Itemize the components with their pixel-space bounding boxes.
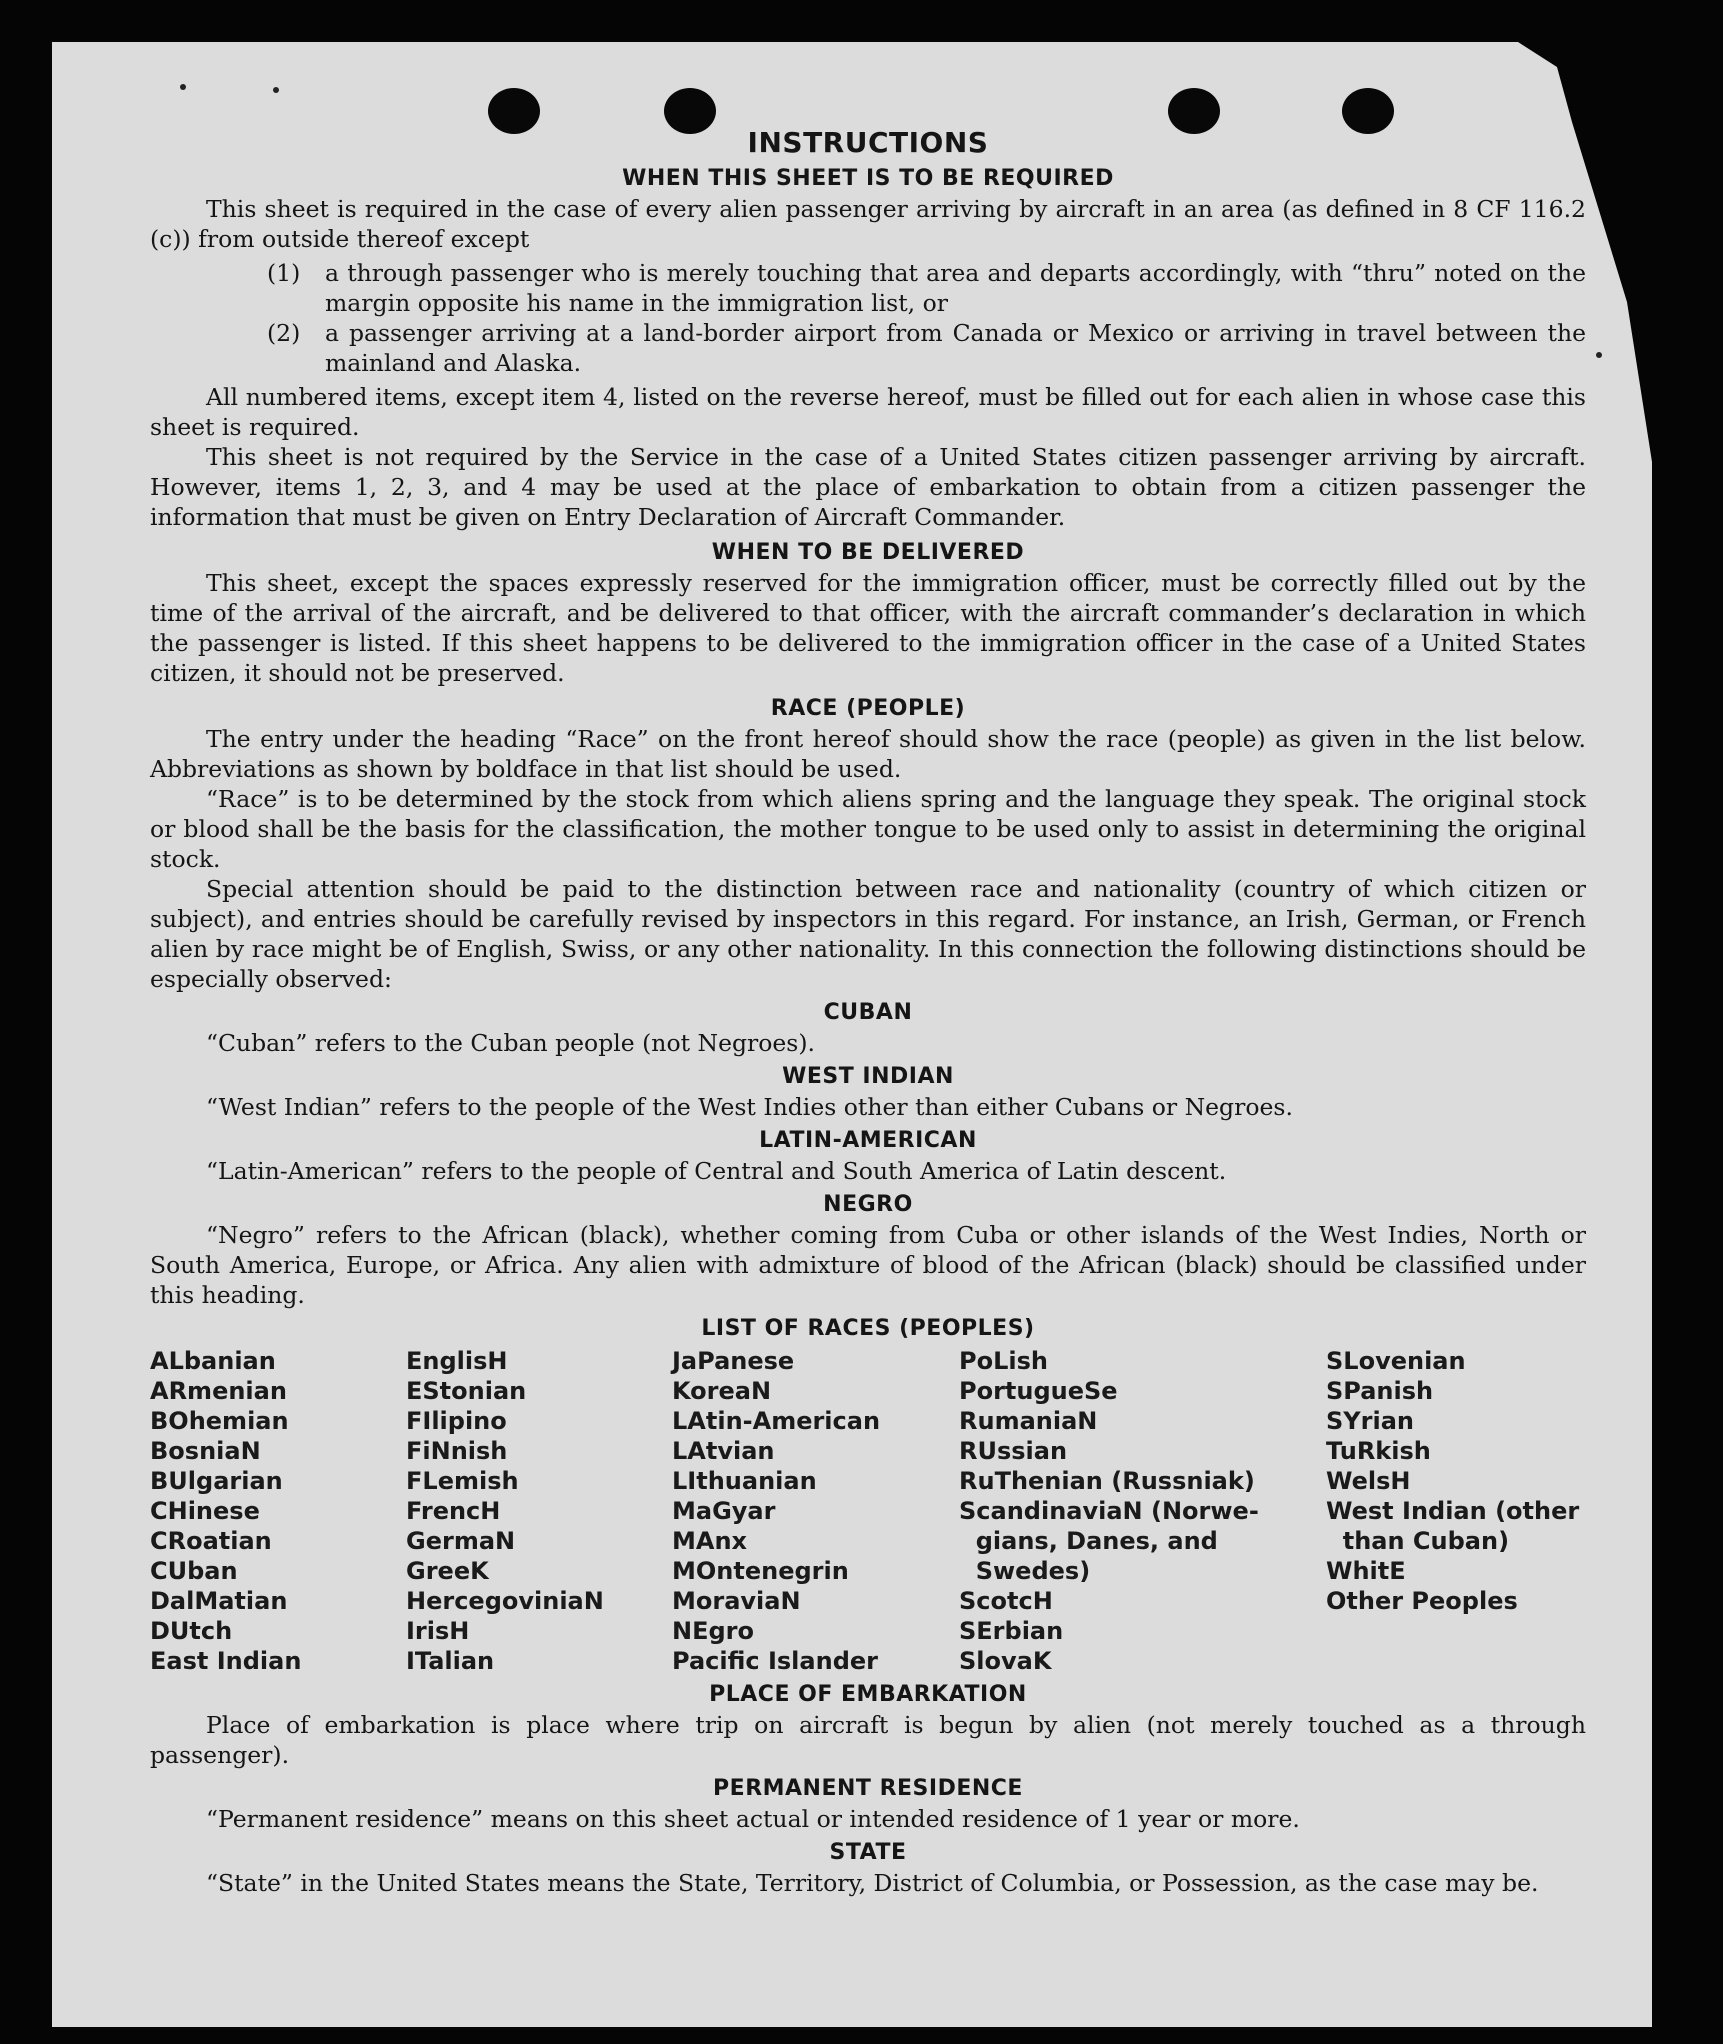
list-item: JaPanese — [672, 1347, 795, 1375]
list-item: WhitE — [1326, 1557, 1406, 1585]
list-item: East Indian — [150, 1647, 302, 1675]
list-item: ITalian — [406, 1647, 495, 1675]
page-title: INSTRUCTIONS — [747, 126, 989, 159]
list-item: LAtvian — [672, 1437, 775, 1465]
paragraph: All numbered items, except item 4, listed on the reverse hereof, must be filled out for each alien in whose case this sheet is required. — [150, 383, 1586, 441]
list-item: WelsH — [1326, 1467, 1411, 1495]
list-item: NEgro — [672, 1617, 754, 1645]
list-item: SlovaK — [959, 1647, 1052, 1675]
list-item: RuThenian (Russniak) — [959, 1467, 1255, 1495]
item-text: a through passenger who is merely touching that area and departs accordingly, with “thru” noted on the margin opposite his name in the immigration list, or — [325, 259, 1586, 317]
item-number: (1) — [267, 259, 301, 287]
list-item: TuRkish — [1326, 1437, 1431, 1465]
list-item: SErbian — [959, 1617, 1064, 1645]
list-item: LIthuanian — [672, 1467, 817, 1495]
list-item: EStonian — [406, 1377, 527, 1405]
paragraph: “Latin-American” refers to the people of Central and South America of Latin descent. — [206, 1157, 1227, 1185]
list-item: DUtch — [150, 1617, 233, 1645]
list-item: FrencH — [406, 1497, 501, 1525]
speck — [273, 87, 279, 93]
heading-cuban: CUBAN — [823, 1000, 913, 1025]
paragraph: This sheet is required in the case of every alien passenger arriving by aircraft in an area (as defined in 8 CF 116.2 (c)) from outside thereof except — [150, 195, 1586, 253]
list-item: SPanish — [1326, 1377, 1434, 1405]
paragraph: “Negro” refers to the African (black), whether coming from Cuba or other islands of the West Indies, North or South America, Europe, or Africa. Any alien with admixture of blood of the African (black) should be classified under this heading. — [150, 1221, 1586, 1309]
paragraph: “State” in the United States means the State, Territory, District of Columbia, or Possession, as the case may be. — [206, 1869, 1539, 1897]
races-column — [1326, 1346, 1586, 1676]
paragraph: This sheet, except the spaces expressly reserved for the immigration officer, must be correctly filled out by the time of the arrival of the aircraft, and be delivered to that officer, with the aircraft commander’s declaration in which the passenger is listed. If this sheet happens to be delivered to the immigration officer in the case of a United States citizen, it should not be preserved. — [150, 569, 1586, 687]
list-item: PortugueSe — [959, 1377, 1118, 1405]
list-item — [267, 258, 1586, 318]
list-item — [267, 318, 1586, 378]
list-item: FIlipino — [406, 1407, 507, 1435]
list-item: GermaN — [406, 1527, 516, 1555]
list-item: IrisH — [406, 1617, 470, 1645]
list-item: PoLish — [959, 1347, 1048, 1375]
list-item: ALbanian — [150, 1347, 276, 1375]
list-item: BOhemian — [150, 1407, 289, 1435]
list-item: EnglisH — [406, 1347, 508, 1375]
races-column — [959, 1346, 1326, 1676]
speck — [1596, 352, 1602, 358]
heading-when-required: WHEN THIS SHEET IS TO BE REQUIRED — [622, 166, 1114, 191]
list-item: MOntenegrin — [672, 1557, 849, 1585]
races-column — [406, 1346, 672, 1676]
list-item: FiNnish — [406, 1437, 508, 1465]
heading-when-delivered: WHEN TO BE DELIVERED — [711, 540, 1025, 565]
heading-state: STATE — [829, 1840, 907, 1865]
paragraph: “Race” is to be determined by the stock from which aliens spring and the language they speak. The original stock or blood shall be the basis for the classification, the mother tongue to be used only to assist in determining the original stock. — [150, 785, 1586, 873]
heading-race: RACE (PEOPLE) — [770, 696, 966, 721]
races-column — [672, 1346, 959, 1676]
speck — [180, 84, 186, 90]
list-item: HercegoviniaN — [406, 1587, 604, 1615]
list-item: GreeK — [406, 1557, 489, 1585]
heading-list-of-races: LIST OF RACES (PEOPLES) — [701, 1316, 1035, 1341]
paragraph: This sheet is not required by the Service in the case of a United States citizen passenger arriving by aircraft. However, items 1, 2, 3, and 4 may be used at the place of embarkation to obtain from a citizen passenger the information that must be given on Entry Declaration of Aircraft Commander. — [150, 443, 1586, 531]
list-item: Swedes) — [959, 1557, 1091, 1585]
paragraph: “Permanent residence” means on this sheet actual or intended residence of 1 year or more. — [206, 1805, 1300, 1833]
heading-permanent-residence: PERMANENT RESIDENCE — [713, 1776, 1023, 1801]
heading-embarkation: PLACE OF EMBARKATION — [709, 1682, 1027, 1707]
paragraph: “Cuban” refers to the Cuban people (not Negroes). — [206, 1029, 816, 1057]
list-item: gians, Danes, and — [959, 1527, 1218, 1555]
list-item: Pacific Islander — [672, 1647, 878, 1675]
list-item: FLemish — [406, 1467, 519, 1495]
list-item: ScandinaviaN (Norwe- — [959, 1497, 1259, 1525]
list-item: Other Peoples — [1326, 1587, 1518, 1615]
list-item: ScotcH — [959, 1587, 1053, 1615]
heading-west-indian: WEST INDIAN — [782, 1064, 954, 1089]
item-text: a passenger arriving at a land-border airport from Canada or Mexico or arriving in travel between the mainland and Alaska. — [325, 319, 1586, 377]
list-item: MaGyar — [672, 1497, 776, 1525]
list-item: CHinese — [150, 1497, 260, 1525]
list-item: DalMatian — [150, 1587, 288, 1615]
list-item: RUssian — [959, 1437, 1068, 1465]
list-item: CRoatian — [150, 1527, 272, 1555]
races-list — [150, 1346, 1586, 1676]
list-item: MoraviaN — [672, 1587, 801, 1615]
heading-negro: NEGRO — [823, 1192, 913, 1217]
list-item: ARmenian — [150, 1377, 287, 1405]
list-item: SYrian — [1326, 1407, 1415, 1435]
paragraph: “West Indian” refers to the people of the West Indies other than either Cubans or Negroes. — [206, 1093, 1293, 1121]
paragraph: Special attention should be paid to the distinction between race and nationality (country of which citizen or subject), and entries should be carefully revised by inspectors in this regard. For instance, an Irish, German, or French alien by race might be of English, Swiss, or any other nationality. In this connection the following distinctions should be especially observed: — [150, 875, 1586, 993]
list-item: LAtin-American — [672, 1407, 881, 1435]
item-number: (2) — [267, 319, 301, 347]
list-item: CUban — [150, 1557, 238, 1585]
list-item: BosniaN — [150, 1437, 261, 1465]
heading-latin-american: LATIN-AMERICAN — [759, 1128, 977, 1153]
paragraph: Place of embarkation is place where trip on aircraft is begun by alien (not merely touched as a through passenger). — [150, 1711, 1586, 1769]
instructions-text — [150, 128, 1586, 1898]
paragraph: The entry under the heading “Race” on the front hereof should show the race (people) as given in the list below. Abbreviations as shown by boldface in that list should be used. — [150, 725, 1586, 783]
list-item: MAnx — [672, 1527, 748, 1555]
races-column — [150, 1346, 406, 1676]
list-item: West Indian (other — [1326, 1497, 1580, 1525]
list-item: KoreaN — [672, 1377, 772, 1405]
list-item: BUlgarian — [150, 1467, 283, 1495]
list-item: RumaniaN — [959, 1407, 1098, 1435]
list-item: SLovenian — [1326, 1347, 1466, 1375]
exception-list — [150, 258, 1586, 378]
list-item: than Cuban) — [1326, 1527, 1510, 1555]
